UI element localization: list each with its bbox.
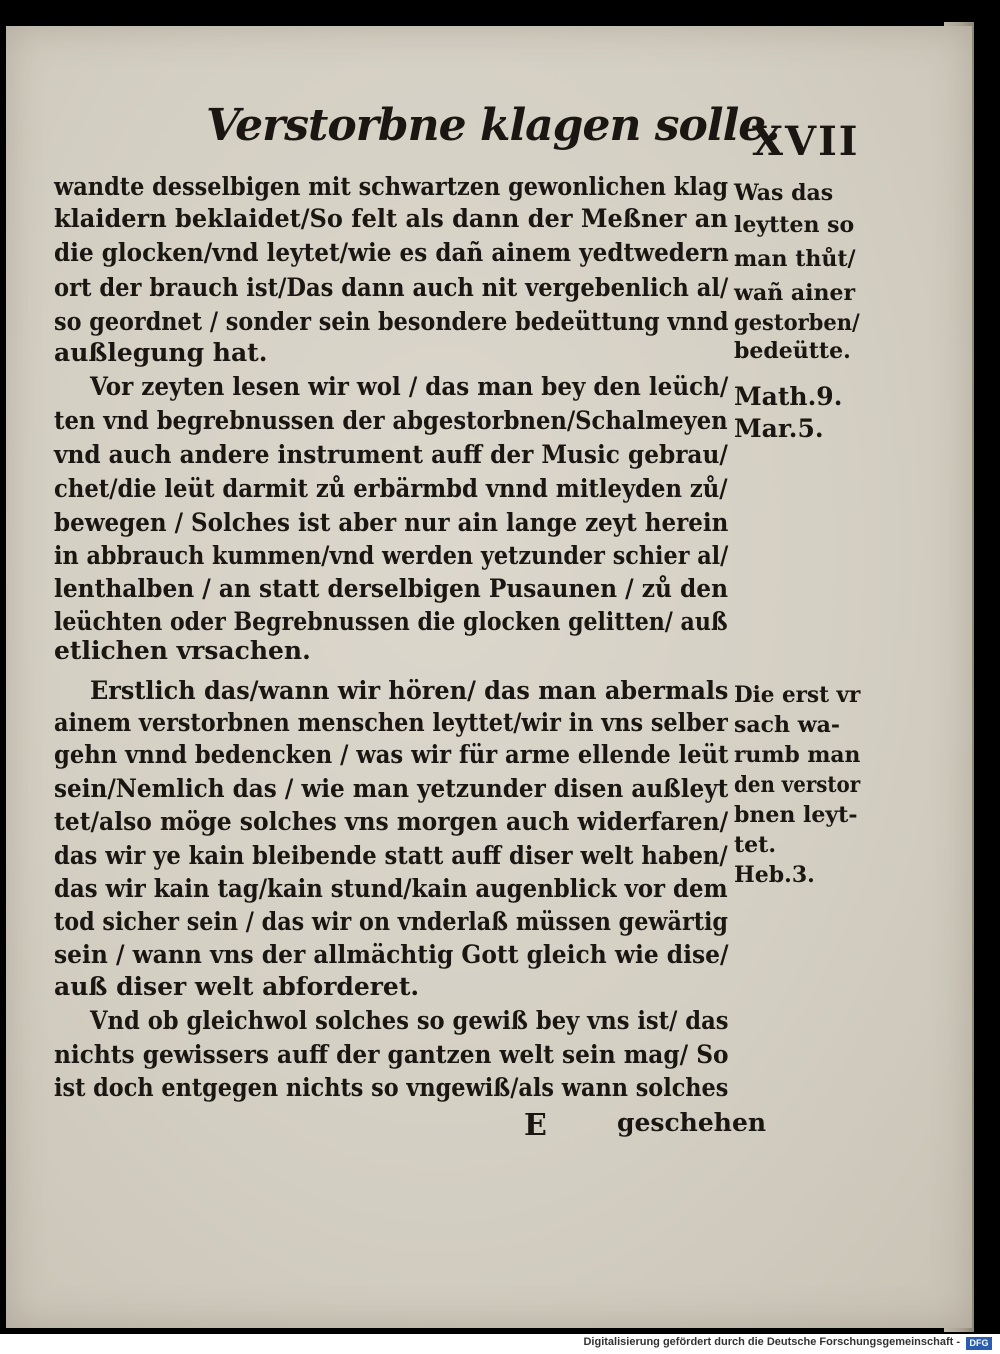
margin-note-line: Heb.3. [734,862,815,888]
text-line: Erstlich das/wann wir hören/ das man abermals [90,676,729,705]
signature-mark: E [524,1108,547,1143]
margin-note-line: gestorben/ [734,310,860,336]
text-line: außlegung hat. [54,338,268,367]
dfg-logo-icon: DFG [966,1337,992,1350]
margin-note-line: Math.9. [734,382,843,411]
margin-note-line: rumb man [734,742,861,768]
text-line: lenthalben / an statt derselbigen Pusaunen / zů den [54,574,729,603]
text-line: Vnd ob gleichwol solches so gewiß bey vns ist/ das [90,1006,729,1035]
text-line: etlichen vrsachen. [54,636,311,665]
margin-note-line: Was das [734,180,834,206]
text-line: nichts gewissers auff der gantzen welt sein mag/ So [54,1040,729,1069]
margin-note-line: man thůt/ [734,246,856,272]
text-line: gehn vnnd bedencken / was wir für arme ellende leüt [54,740,729,769]
text-line: auß diser welt abforderet. [54,972,420,1001]
margin-note-line: Mar.5. [734,414,824,443]
text-line: ist doch entgegen nichts so vngewiß/als wann solches [54,1073,729,1102]
margin-note-line: Die erst vr [734,682,861,708]
text-line: tod sicher sein / das wir on vnderlaß müssen gewärtig [54,907,728,936]
funding-credit: Digitalisierung gefördert durch die Deutsche Forschungsgemeinschaft - [583,1336,960,1348]
text-line: vnd auch andere instrument auff der Music gebrau/ [54,440,728,469]
text-line: Vor zeyten lesen wir wol / das man bey den leüch/ [90,372,729,401]
text-line: klaidern beklaidet/So felt als dann der Meßner an [54,204,728,233]
text-line: chet/die leüt darmit zů erbärmbd vnnd mitleyden zů/ [54,474,728,503]
text-line: so geordnet / sonder sein besondere bedeüttung vnnd [54,307,729,336]
margin-note-line: bnen leyt- [734,802,858,828]
margin-note-line: bedeütte. [734,338,851,364]
text-line: ten vnd begrebnussen der abgestorbnen/Schalmeyen [54,406,728,435]
catchword: geschehen [617,1108,767,1137]
text-line: sein/Nemlich das / wie man yetzunder disen außleyt [54,774,729,803]
text-line: das wir ye kain bleibende statt auff diser welt haben/ [54,841,728,870]
margin-note-line: wañ ainer [734,280,856,306]
text-line: ort der brauch ist/Das dann auch nit vergebenlich al/ [54,273,729,302]
text-line: sein / wann vns der allmächtig Gott gleich wie dise/ [54,940,729,969]
folio-number: XVII [752,118,860,165]
margin-note-line: tet. [734,832,776,858]
text-line: tet/also möge solches vns morgen auch widerfaren/ [54,807,729,836]
text-line: in abbrauch kummen/vnd werden yetzunder schier al/ [54,541,729,570]
text-line: ainem verstorbnen menschen leyttet/wir in vns selber [54,708,728,737]
margin-note-line: sach wa- [734,712,841,738]
margin-note-line: den verstor [734,772,861,798]
running-title: Verstorbne klagen solle. [206,100,780,151]
text-line: das wir kain tag/kain stund/kain augenblick vor dem [54,874,728,903]
text-line: wandte desselbigen mit schwartzen gewonlichen klag [54,172,729,201]
margin-note-line: leytten so [734,212,855,238]
text-line: leüchten oder Begrebnussen die glocken gelitten/ auß [54,607,728,636]
text-line: bewegen / Solches ist aber nur ain lange zeyt herein [54,508,729,537]
digitization-footer [0,1334,1000,1354]
text-line: die glocken/vnd leytet/wie es dañ ainem yedtwedern [54,238,729,267]
